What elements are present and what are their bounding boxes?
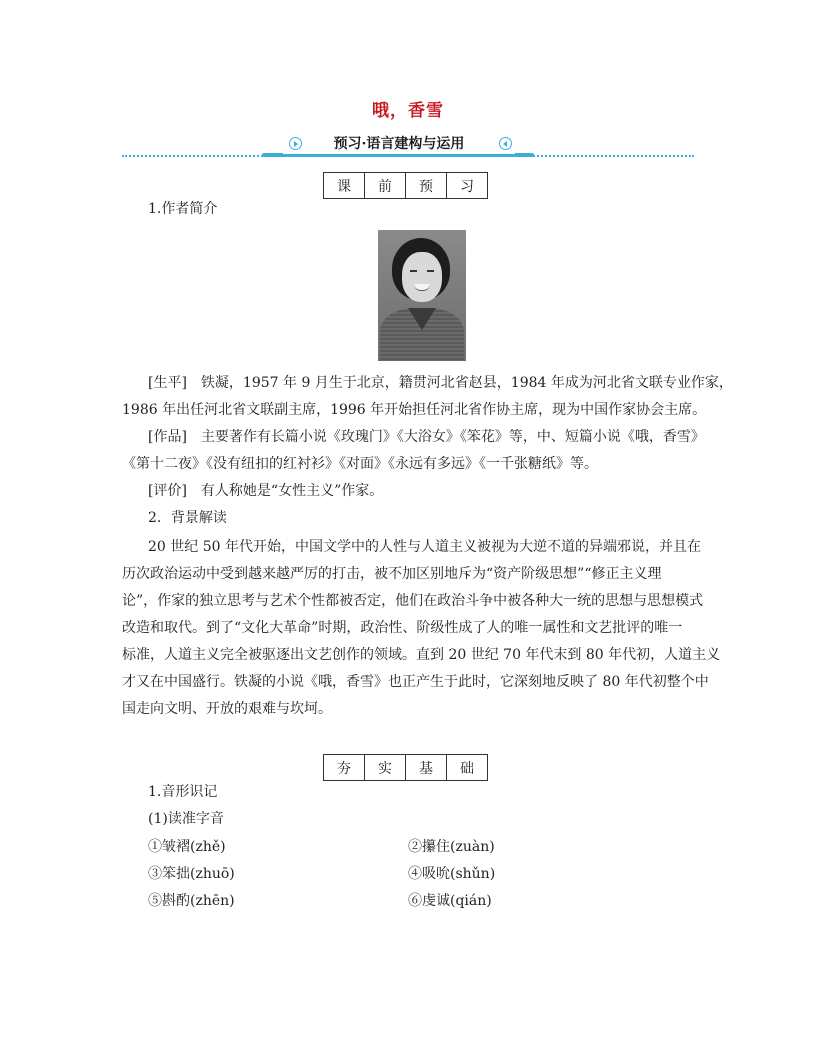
- heading-table-foundation: [323, 754, 488, 781]
- background-line: 20 世纪 50 年代开始，中国文学中的人性与人道主义被视为大逆不道的异端邪说，并且在: [148, 539, 701, 555]
- heading-cell: 前: [365, 173, 406, 199]
- bio-line: 《第十二夜》《没有纽扣的红衬衫》《对面》《永远有多远》《一千张糖纸》等。: [122, 456, 598, 472]
- heading-cell: 习: [447, 173, 488, 199]
- section-heading-author: 1.作者简介: [148, 201, 218, 217]
- heading-cell: 础: [447, 755, 488, 781]
- heading-cell: 夯: [324, 755, 365, 781]
- background-line: 改造和取代。到了“文化大革命”时期，政治性、阶级性成了人的唯一属性和文艺批评的唯一: [122, 620, 683, 636]
- arrow-right-icon: [289, 137, 302, 150]
- bio-line: [生平] 铁凝，1957 年 9 月生于北京，籍贯河北省赵县，1984 年成为河北省文联专业作家，: [148, 375, 733, 391]
- pronunciation-item: ④吸吮(shǔn): [408, 866, 496, 882]
- background-line: 国走向文明、开放的艰难与坎坷。: [122, 701, 332, 717]
- bio-line: 1986 年出任河北省文联副主席，1996 年开始担任河北省作协主席，现为中国作家协会主席。: [122, 402, 707, 418]
- heading-cell: 课: [324, 173, 365, 199]
- pronunciation-item: ⑤斟酌(zhēn): [148, 893, 235, 909]
- heading-cell: 基: [406, 755, 447, 781]
- section-banner: 预习·语言建构与运用: [283, 134, 515, 154]
- background-line: 论”，作家的独立思考与艺术个性都被否定，他们在政治斗争中被各种大一统的思想与思想模式: [122, 593, 704, 609]
- heading-cell: 实: [365, 755, 406, 781]
- section-heading-background: 2．背景解读: [148, 510, 227, 526]
- pronunciation-item: ③笨拙(zhuō): [148, 866, 235, 882]
- background-line: 历次政治运动中受到越来越严厉的打击，被不加区别地斥为“资产阶级思想”“修正主义理: [122, 566, 662, 582]
- background-line: 标准，人道主义完全被驱逐出文艺创作的领域。直到 20 世纪 70 年代末到 80 年代初，人道主义: [122, 647, 721, 663]
- bio-line: [作品] 主要著作有长篇小说《玫瑰门》《大浴女》《笨花》等，中、短篇小说《哦，香雪》: [148, 429, 705, 445]
- pronunciation-item: ⑥虔诚(qián): [408, 893, 492, 909]
- subheading-read-sounds: (1)读准字音: [148, 811, 224, 827]
- pronunciation-item: ②攥住(zuàn): [408, 839, 495, 855]
- section-heading-pronunciation: 1.音形识记: [148, 784, 218, 800]
- background-line: 才又在中国盛行。铁凝的小说《哦，香雪》也正产生于此时，它深刻地反映了 80 年代初整个中: [122, 674, 709, 690]
- author-photo: [378, 230, 466, 361]
- pronunciation-item: ①皱褶(zhě): [148, 839, 226, 855]
- heading-table-preview: [323, 172, 488, 199]
- page-title: 哦，香雪: [372, 101, 444, 121]
- bio-line: [评价] 有人称她是“女性主义”作家。: [148, 483, 384, 499]
- arrow-left-icon: [499, 137, 512, 150]
- heading-cell: 预: [406, 173, 447, 199]
